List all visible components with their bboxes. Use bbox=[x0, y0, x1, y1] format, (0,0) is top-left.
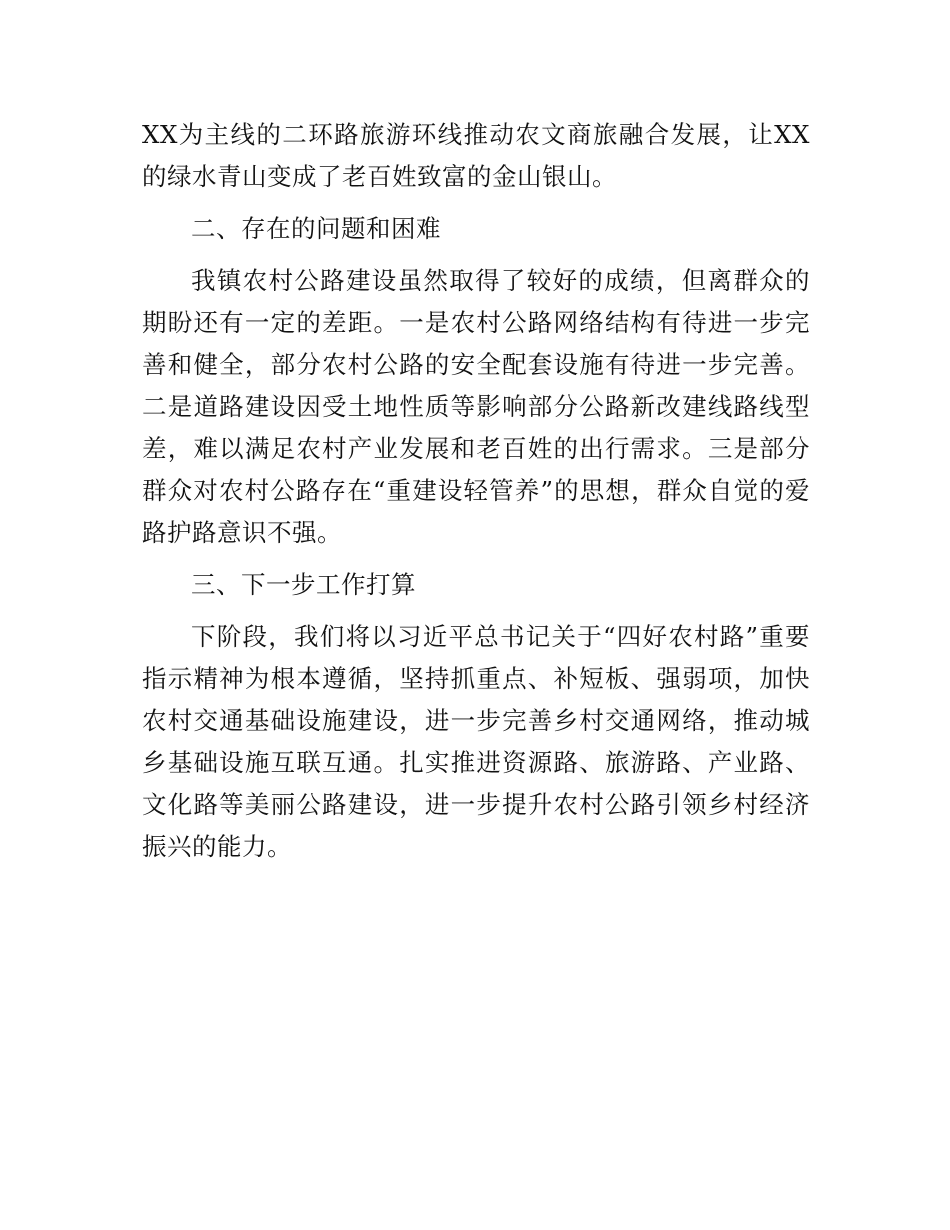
section-body-problems: 我镇农村公路建设虽然取得了较好的成绩，但离群众的期盼还有一定的差距。一是农村公路网络结构有待进一步完善和健全，部分农村公路的安全配套设施有待进一步完善。二是道路建设因受土地性质等影响部分公路新改建线路线型差，难以满足农村产业发展和老百姓的出行需求。三是部分群众对农村公路存在“重建设轻管养”的思想，群众自觉的爱路护路意识不强。 bbox=[142, 266, 810, 547]
paragraph-gap bbox=[142, 250, 810, 260]
section-heading-problems: 二、存在的问题和困难 bbox=[191, 214, 441, 243]
section-heading-next-steps: 三、下一步工作打算 bbox=[191, 570, 416, 599]
continuation-paragraph: XX为主线的二环路旅游环线推动农文商旅融合发展，让XX的绿水青山变成了老百姓致富的金山银山。 bbox=[142, 120, 810, 191]
paragraph-gap bbox=[142, 606, 810, 616]
paragraph-gap bbox=[142, 554, 810, 564]
paragraph-gap bbox=[142, 198, 810, 208]
document-page bbox=[142, 114, 810, 868]
section-body-next-steps: 下阶段，我们将以习近平总书记关于“四好农村路”重要指示精神为根本遵循，坚持抓重点、补短板、强弱项，加快农村交通基础设施建设，进一步完善乡村交通网络，推动城乡基础设施互联互通。扎实推进资源路、旅游路、产业路、文化路等美丽公路建设，进一步提升农村公路引领乡村经济振兴的能力。 bbox=[142, 622, 810, 861]
